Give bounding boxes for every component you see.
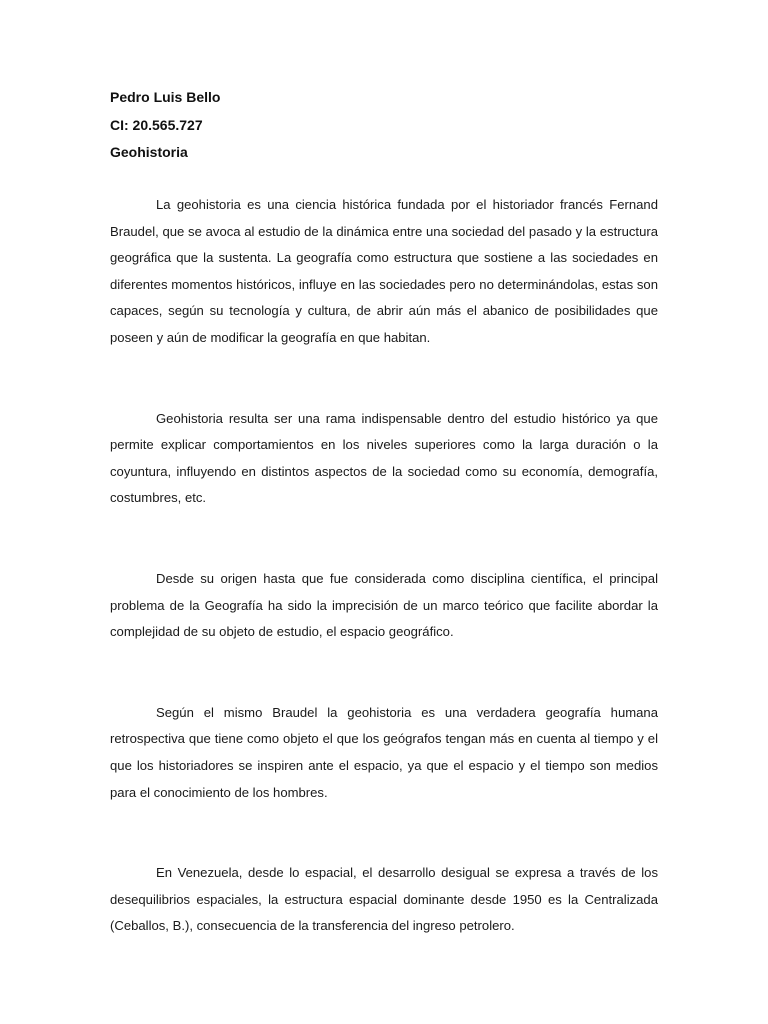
paragraph-4: Según el mismo Braudel la geohistoria es una verdadera geografía humana retrospectiva que tiene como objeto el que los geógrafos tengan más en cuenta al tiempo y el que los historiadores se inspiren ante el espacio, ya que el espacio y el tiempo son medios para el conocimiento de los hombres. bbox=[110, 704, 658, 800]
paragraph-1: La geohistoria es una ciencia histórica fundada por el historiador francés Fernand Braudel, que se avoca al estudio de la dinámica entre una sociedad del pasado y la estructura geográfica que la sustenta. La geografía como estructura que sostiene a las sociedades en diferentes momentos históricos, influye en las sociedades pero no determinándolas, estas son capaces, según su tecnología y cultura, de abrir aún más el abanico de posibilidades que poseen y aún de modificar la geografía en que habitan. bbox=[110, 197, 658, 345]
paragraph-5: En Venezuela, desde lo espacial, el desarrollo desigual se expresa a través de los desequilibrios espaciales, la estructura espacial dominante desde 1950 es la Centralizada (Ceballos, B.), consecuencia de la transferencia del ingreso petrolero. bbox=[110, 865, 658, 934]
document-body bbox=[110, 192, 658, 994]
author-name: Pedro Luis Bello bbox=[110, 89, 221, 105]
paragraph-3: Desde su origen hasta que fue considerada como disciplina científica, el principal problema de la Geografía ha sido la imprecisión de un marco teórico que facilite abordar la complejidad de su objeto de estudio, el espacio geográfico. bbox=[110, 570, 658, 640]
paragraph-2: Geohistoria resulta ser una rama indispensable dentro del estudio histórico ya que permite explicar comportamientos en los niveles superiores como la larga duración o la coyuntura, influyendo en distintos aspectos de la sociedad como su economía, demografía, costumbres, etc. bbox=[110, 410, 658, 506]
document-header bbox=[110, 84, 670, 167]
id-number: CI: 20.565.727 bbox=[110, 116, 203, 133]
subject-title: Geohistoria bbox=[110, 144, 188, 160]
